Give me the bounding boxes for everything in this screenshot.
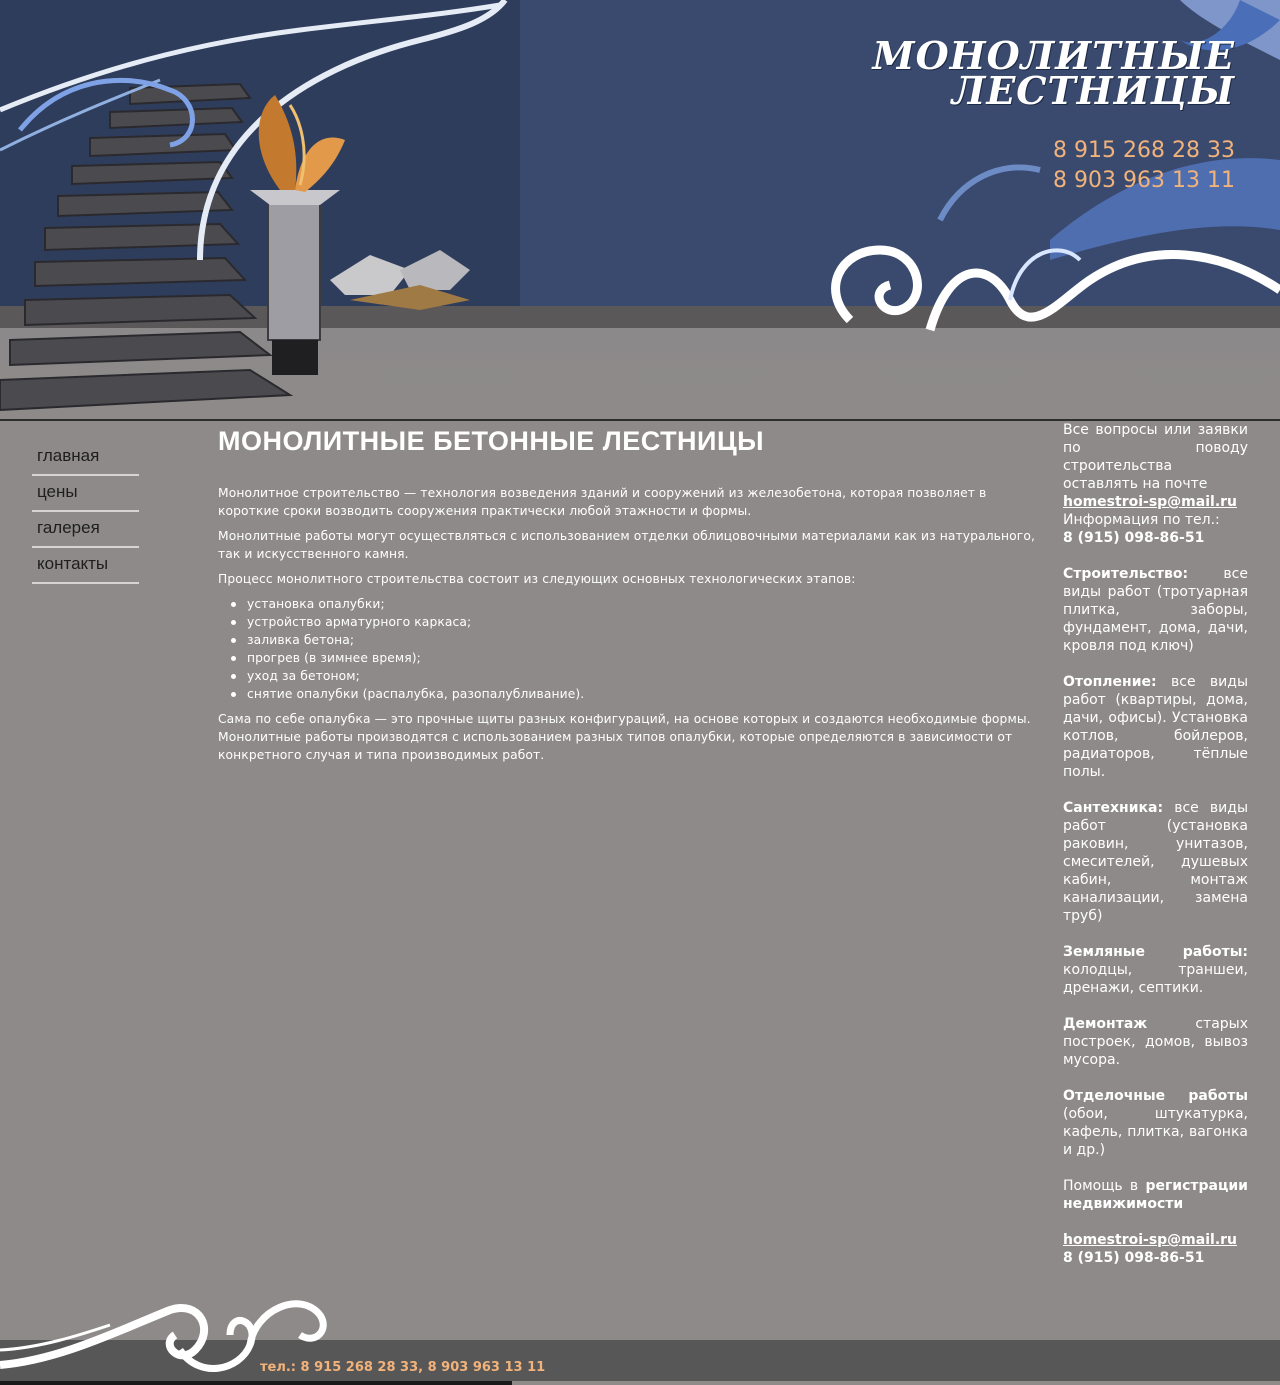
- header-banner: [0, 0, 1280, 421]
- contact-block: [1063, 421, 1248, 547]
- service-registration: [1063, 1177, 1248, 1213]
- list-item: установка опалубки;: [230, 595, 1040, 613]
- contact-block-bottom: [1063, 1231, 1248, 1267]
- contact-phone-bottom: 8 (915) 098-86-51: [1063, 1250, 1205, 1266]
- email-link-bottom[interactable]: homestroi-sp@mail.ru: [1063, 1232, 1238, 1248]
- header-phone-1: 8 915 268 28 33: [1053, 138, 1235, 163]
- paragraph-2: Монолитные работы могут осуществляться с использованием отделки облицовочными материалами как из натурального, так и искусственного камня.: [218, 529, 1035, 561]
- service-text: все виды работ (квартиры, дома, дачи, офисы). Установка котлов, бойлеров, радиаторов, тёплые полы.: [1063, 674, 1248, 780]
- paragraph-3: Процесс монолитного строительства состоит из следующих основных технологических этапов:: [218, 572, 856, 586]
- list-item: заливка бетона;: [230, 631, 1040, 649]
- contact-phone: 8 (915) 098-86-51: [1063, 530, 1205, 546]
- service-title: Сантехника:: [1063, 800, 1164, 816]
- list-item: устройство арматурного каркаса;: [230, 613, 1040, 631]
- steps-list: [230, 595, 1040, 703]
- list-item: прогрев (в зимнее время);: [230, 649, 1040, 667]
- page-title: МОНОЛИТНЫЕ БЕТОННЫЕ ЛЕСТНИЦЫ: [218, 426, 765, 456]
- service-heating: [1063, 673, 1248, 781]
- service-title: Демонтаж: [1063, 1016, 1148, 1032]
- service-title: Строительство:: [1063, 566, 1189, 582]
- footer-line-light: [512, 1381, 1280, 1385]
- list-item: снятие опалубки (распалубка, разопалубливание).: [230, 685, 1040, 703]
- service-finishing: [1063, 1087, 1248, 1159]
- service-title: Отделочные работы: [1063, 1088, 1248, 1104]
- nav-item-gallery[interactable]: галерея: [32, 512, 139, 548]
- list-item: уход за бетоном;: [230, 667, 1040, 685]
- header-phone-2: 8 903 963 13 11: [1053, 168, 1235, 193]
- service-plumbing: [1063, 799, 1248, 925]
- main-nav: [32, 440, 139, 584]
- service-construction: [1063, 565, 1248, 655]
- service-text: все виды работ (тротуарная плитка, заборы, фундамент, дома, дачи, кровля под ключ): [1063, 566, 1248, 654]
- help-prefix: Помощь в: [1063, 1178, 1146, 1194]
- paragraph-1: Монолитное строительство — технология возведения зданий и сооружений из железобетона, которая позволяет в короткие сроки возводить сооружения практически любой этажности и формы.: [218, 486, 987, 518]
- sidebar-info: [1063, 421, 1248, 1285]
- phone-label: Информация по тел.:: [1063, 512, 1220, 528]
- logo-line-2: ЛЕСТНИЦЫ: [951, 68, 1235, 113]
- footer-phones: тел.: 8 915 268 28 33, 8 903 963 13 11: [260, 1360, 546, 1375]
- email-link[interactable]: homestroi-sp@mail.ru: [1063, 494, 1238, 510]
- service-text: старых построек, домов, вывоз мусора.: [1063, 1016, 1248, 1068]
- service-title: Отопление:: [1063, 674, 1157, 690]
- main-content: [218, 425, 1040, 771]
- contact-intro: Все вопросы или заявки по поводу строительства оставлять на почте: [1063, 422, 1248, 492]
- footer-line-dark: [0, 1381, 512, 1385]
- header-phones: [1053, 136, 1235, 196]
- service-demolition: [1063, 1015, 1248, 1069]
- service-earthworks: [1063, 943, 1248, 997]
- service-title: Земляные работы:: [1063, 944, 1248, 960]
- nav-item-contacts[interactable]: контакты: [32, 548, 139, 584]
- service-text: колодцы, траншеи, дренажи, септики.: [1063, 962, 1248, 996]
- footer: [0, 1290, 1280, 1385]
- site-logo[interactable]: [872, 33, 1235, 113]
- nav-item-prices[interactable]: цены: [32, 476, 139, 512]
- service-text: (обои, штукатурка, кафель, плитка, вагонка и др.): [1063, 1106, 1248, 1158]
- paragraph-4: Сама по себе опалубка — это прочные щиты разных конфигураций, на основе которых и создаются необходимые формы. Монолитные работы производятся с использованием разных типов опалубки, которые определяются в зависимости от конкретного случая и типа производимых работ.: [218, 712, 1031, 762]
- nav-item-home[interactable]: главная: [32, 440, 139, 476]
- service-text: все виды работ (установка раковин, унитазов, смесителей, душевых кабин, монтаж канализации, замена труб): [1063, 800, 1248, 924]
- logo-line-1: МОНОЛИТНЫЕ: [872, 33, 1235, 78]
- help-bold: регистрации недвижимости: [1063, 1178, 1248, 1212]
